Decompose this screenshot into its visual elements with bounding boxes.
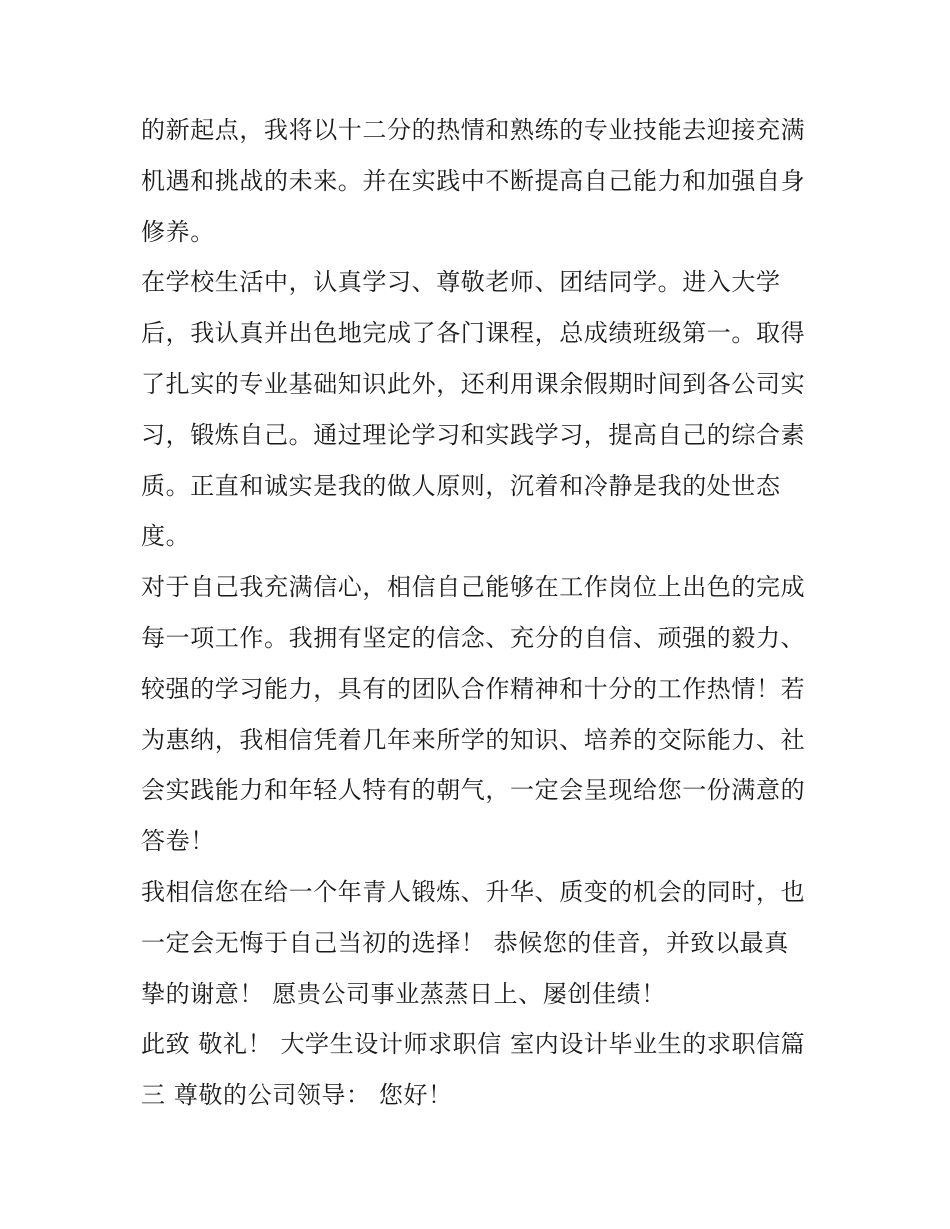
- text-line: 了扎实的专业基础知识此外，还利用课余假期时间到各公司实: [141, 369, 806, 398]
- text-line: 质。正直和诚实是我的做人原则，沉着和冷静是我的处世态: [141, 471, 781, 500]
- text-line: 机遇和挑战的未来。并在实践中不断提高自己能力和加强自身: [141, 166, 806, 195]
- text-line: 为惠纳，我相信凭着几年来所学的知识、培养的交际能力、社: [141, 725, 806, 754]
- text-line: 挚的谢意！ 愿贵公司事业蒸蒸日上、屡创佳绩！: [141, 979, 666, 1008]
- text-line: 修养。: [141, 217, 215, 246]
- text-line: 一定会无悔于自己当初的选择！ 恭候您的佳音，并致以最真: [141, 928, 789, 957]
- text-line: 三 尊敬的公司领导： 您好！: [141, 1081, 453, 1110]
- text-line: 会实践能力和年轻人特有的朝气，一定会呈现给您一份满意的: [141, 776, 806, 805]
- text-line: 后，我认真并出色地完成了各门课程，总成绩班级第一。取得: [141, 319, 806, 348]
- text-line: 在学校生活中，认真学习、尊敬老师、团结同学。进入大学: [141, 268, 781, 297]
- text-line: 较强的学习能力，具有的团队合作精神和十分的工作热情！若: [141, 674, 806, 703]
- text-line: 每一项工作。我拥有坚定的信念、充分的自信、顽强的毅力、: [141, 623, 806, 652]
- body-text: [141, 105, 821, 1121]
- text-line: 度。: [141, 522, 191, 551]
- text-line: 习，锻炼自己。通过理论学习和实践学习，提高自己的综合素: [141, 420, 806, 449]
- text-line: 对于自己我充满信心，相信自己能够在工作岗位上出色的完成: [141, 573, 806, 602]
- text-line: 此致 敬礼！ 大学生设计师求职信 室内设计毕业生的求职信篇: [141, 1030, 806, 1059]
- text-line: 我相信您在给一个年青人锻炼、升华、质变的机会的同时，也: [141, 877, 806, 906]
- text-line: 答卷！: [141, 827, 215, 856]
- text-line: 的新起点，我将以十二分的热情和熟练的专业技能去迎接充满: [141, 116, 806, 144]
